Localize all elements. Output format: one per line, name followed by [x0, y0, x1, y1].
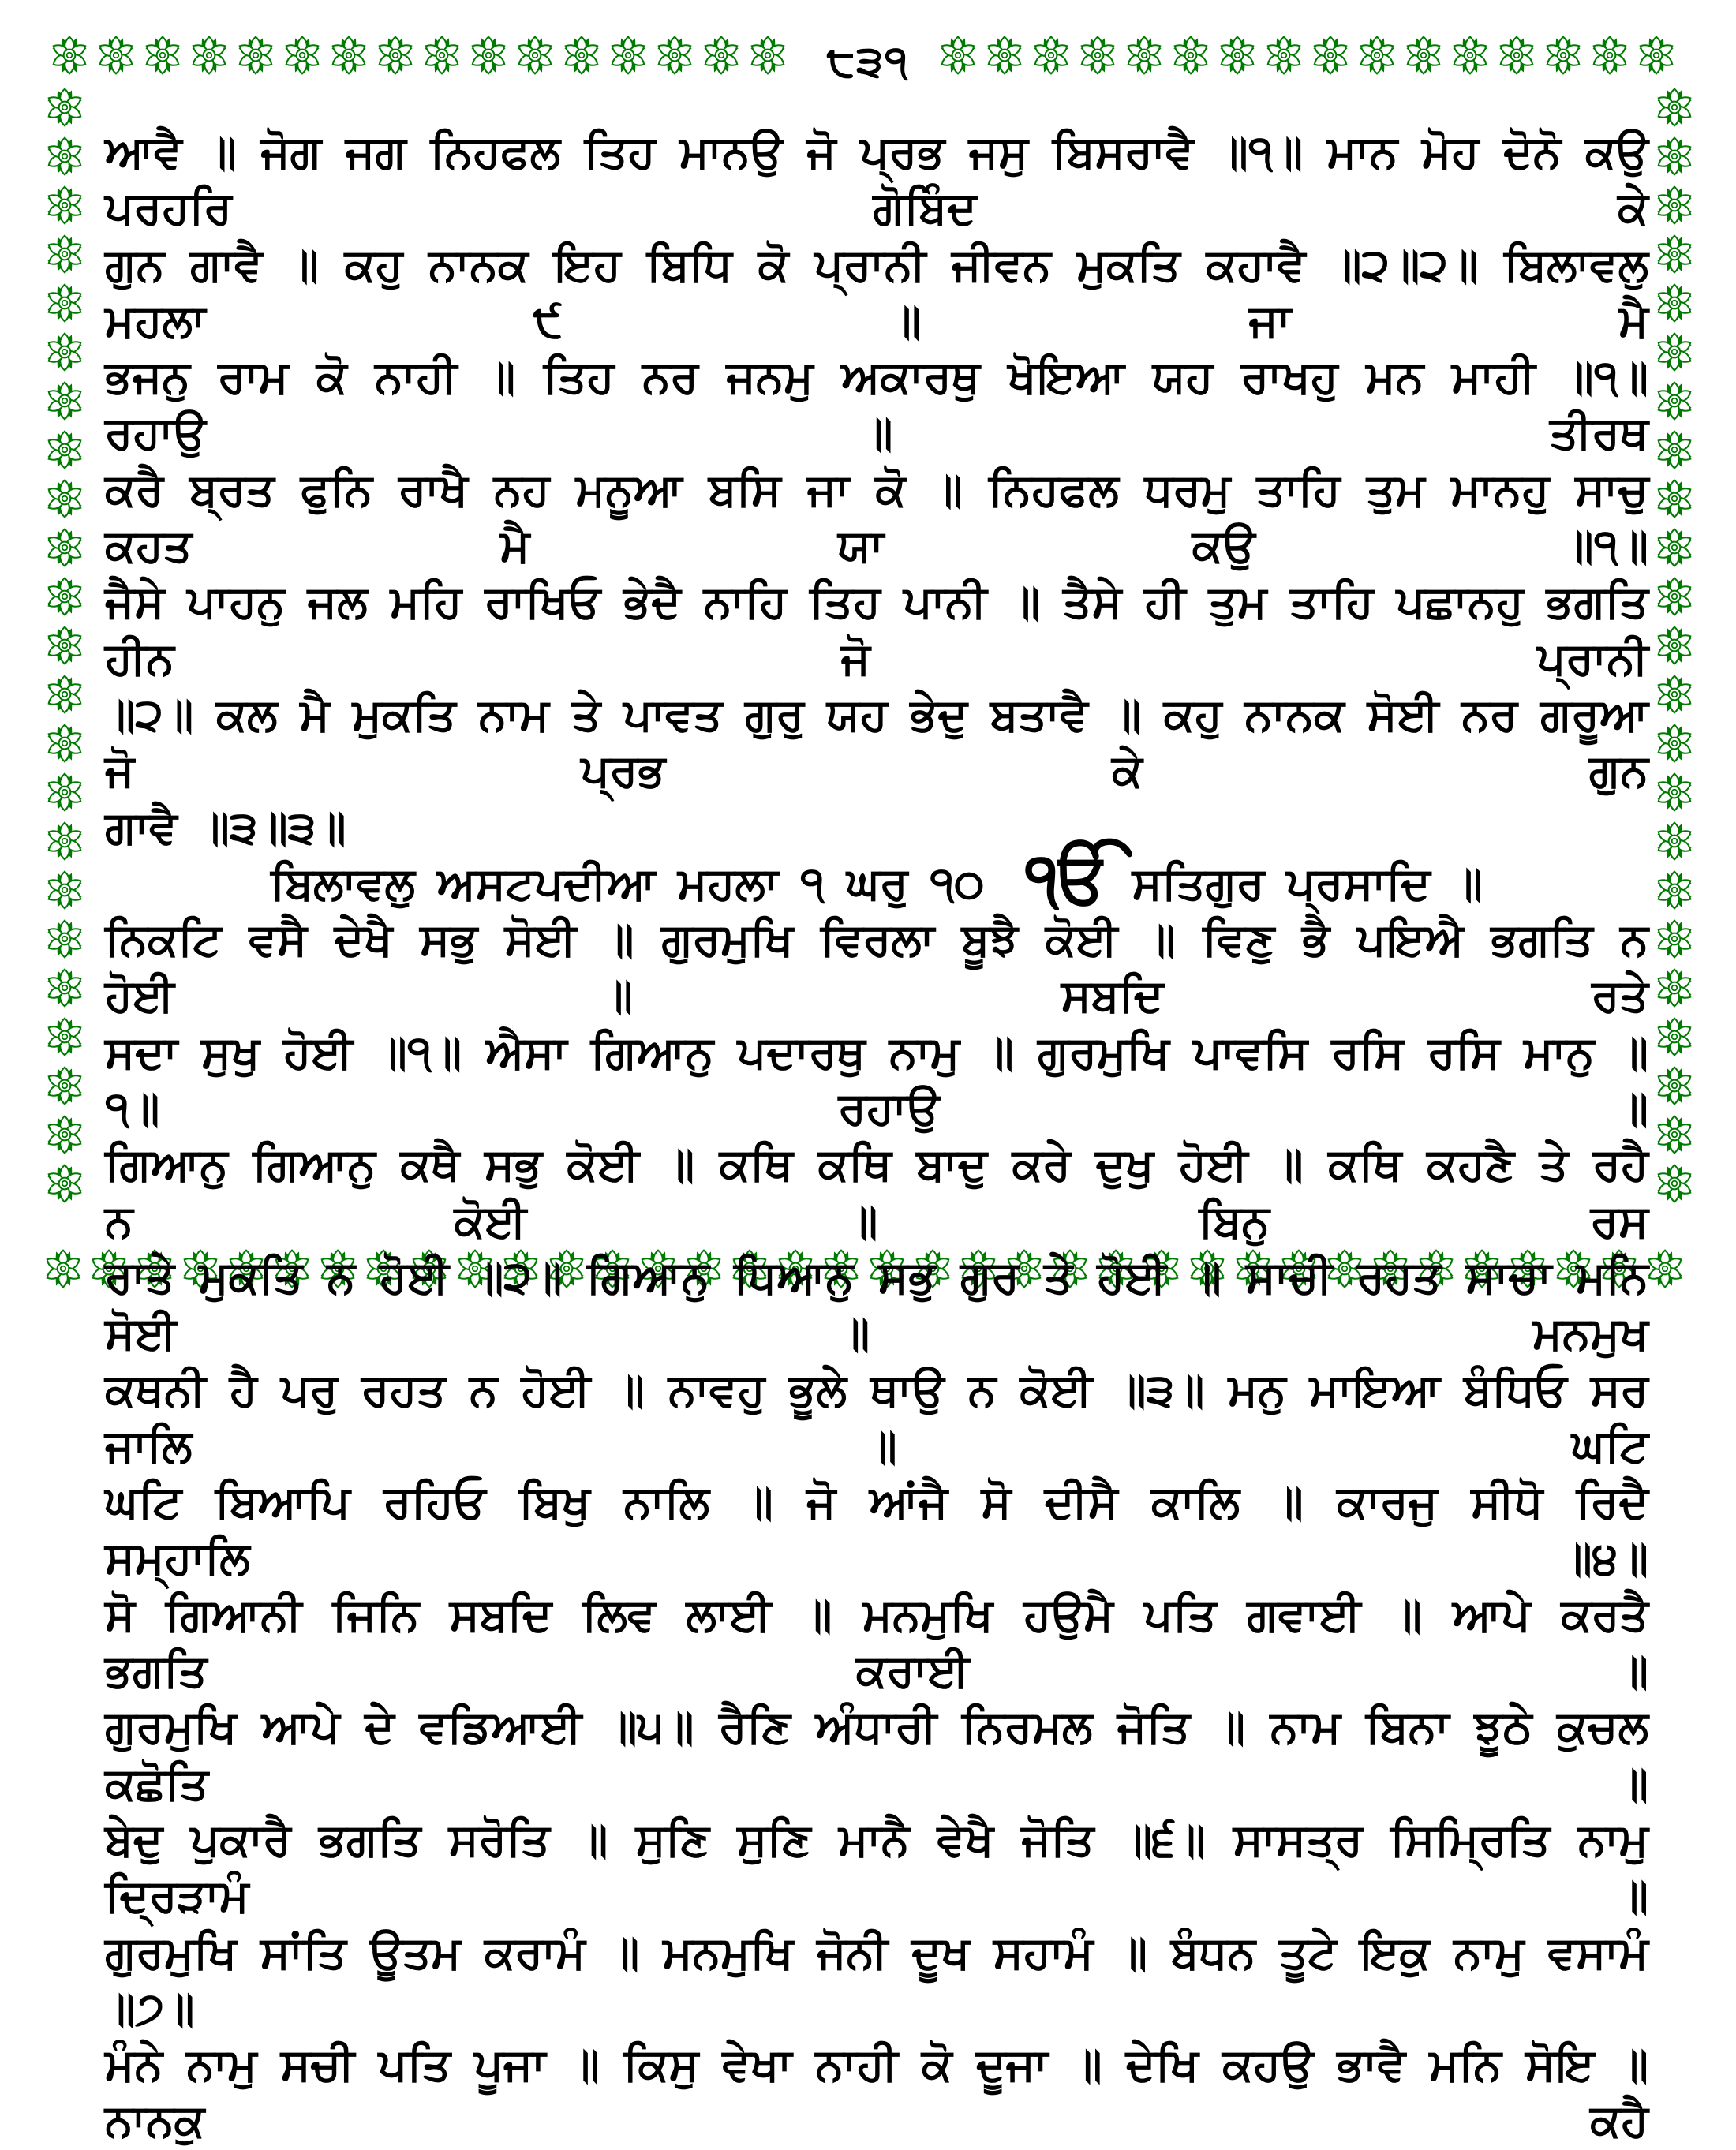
scripture-line-17: ਬੇਦੁ ਪੁਕਾਰੈ ਭਗਤਿ ਸਰੋਤਿ ॥ ਸੁਣਿ ਸੁਣਿ ਮਾਨੈ ਵੇਖੈ ਜੋਤਿ ॥੬॥ ਸਾਸਤ੍ਰ ਸਿਮ੍ਰਿਤਿ ਨਾਮੁ ਦ੍ਰਿੜਾਮੰ ॥ [105, 1813, 1648, 1923]
flower-ornament-icon [1654, 380, 1695, 421]
flower-ornament-icon [44, 869, 85, 910]
scripture-line-11: ਗਿਆਨੁ ਗਿਆਨੁ ਕਥੈ ਸਭੁ ਕੋਈ ॥ ਕਥਿ ਕਥਿ ਬਾਦੁ ਕਰੇ ਦੁਖੁ ਹੋਈ ॥ ਕਥਿ ਕਹਣੈ ਤੇ ਰਹੈ ਨ ਕੋਈ ॥ ਬਿਨੁ ਰਸ [105, 1139, 1648, 1247]
raag-title: ਬਿਲਾਵਲੁ ਅਸਟਪਦੀਆ ਮਹਲਾ ੧ ਘਰੁ ੧੦ [270, 857, 985, 910]
flower-ornament-icon [1654, 136, 1695, 177]
scripture-line-14: ਘਟਿ ਬਿਆਪਿ ਰਹਿਓ ਬਿਖੁ ਨਾਲਿ ॥ ਜੋ ਆਂਜੈ ਸੋ ਦੀਸੈ ਕਾਲਿ ॥ ਕਾਰਜੁ ਸੀਧੋ ਰਿਦੈ ਸਮ੍ਹਾਲਿ ॥੪॥ [105, 1476, 1648, 1585]
invocation-text: ਸਤਿਗੁਰ ਪ੍ਰਸਾਦਿ ॥ [1109, 857, 1483, 910]
scripture-line-15: ਸੋ ਗਿਆਨੀ ਜਿਨਿ ਸਬਦਿ ਲਿਵ ਲਾਈ ॥ ਮਨਮੁਖਿ ਹਉਮੈ ਪਤਿ ਗਵਾਈ ॥ ਆਪੇ ਕਰਤੈ ਭਗਤਿ ਕਰਾਈ ॥ [105, 1588, 1648, 1698]
scripture-line-2: ਗੁਨ ਗਾਵੈ ॥ ਕਹੁ ਨਾਨਕ ਇਹ ਬਿਧਿ ਕੋ ਪ੍ਰਾਨੀ ਜੀਵਨ ਮੁਕਤਿ ਕਹਾਵੈ ॥੨॥੨॥ ਬਿਲਾਵਲੁ ਮਹਲਾ ੯ ॥ ਜਾ ਮੈ [105, 238, 1648, 347]
flower-ornament-icon [1077, 35, 1118, 76]
flower-ornament-icon [937, 35, 978, 76]
flower-ornament-icon [1654, 821, 1695, 862]
flower-ornament-icon [561, 35, 602, 76]
flower-ornament-icon [49, 35, 90, 76]
flower-ornament-icon [43, 1248, 84, 1289]
flower-ornament-icon [654, 35, 695, 76]
flower-ornament-icon [44, 576, 85, 617]
flower-ornament-icon [1654, 234, 1695, 275]
flower-ornament-icon [44, 136, 85, 177]
flower-ornament-icon [1654, 576, 1695, 617]
flower-ornament-icon [1654, 967, 1695, 1008]
flower-ornament-icon [44, 967, 85, 1008]
flower-ornament-icon [44, 1065, 85, 1106]
scripture-text [105, 125, 1648, 2150]
flower-ornament-icon [44, 772, 85, 813]
flower-ornament-icon [1636, 35, 1677, 76]
flower-ornament-icon [984, 35, 1025, 76]
flower-ornament-icon [44, 1016, 85, 1057]
scripture-line-16: ਗੁਰਮੁਖਿ ਆਪੇ ਦੇ ਵਡਿਆਈ ॥੫॥ ਰੈਣਿ ਅੰਧਾਰੀ ਨਿਰਮਲ ਜੋਤਿ ॥ ਨਾਮ ਬਿਨਾ ਝੂਠੇ ਕੁਚਲ ਕਛੋਤਿ ॥ [105, 1701, 1648, 1810]
flower-ornament-icon [514, 35, 556, 76]
flower-ornament-icon [1654, 723, 1695, 764]
flower-ornament-icon [1654, 527, 1695, 568]
scripture-line-12: ਰਾਤੇ ਮੁਕਤਿ ਨ ਹੋਈ ॥੨॥ ਗਿਆਨੁ ਧਿਆਨੁ ਸਭੁ ਗੁਰ ਤੇ ਹੋਈ ॥ ਸਾਚੀ ਰਹਤ ਸਾਚਾ ਮਨਿ ਸੋਈ ॥ ਮਨਮੁਖ [105, 1251, 1648, 1360]
flower-ornament-icon [44, 380, 85, 421]
flower-ornament-icon [468, 35, 509, 76]
scripture-line-1: ਆਵੈ ॥ ਜੋਗ ਜਗ ਨਿਹਫਲ ਤਿਹ ਮਾਨਉ ਜੋ ਪ੍ਰਭ ਜਸੁ ਬਿਸਰਾਵੈ ॥੧॥ ਮਾਨ ਮੋਹ ਦੋਨੋ ਕਉ ਪਰਹਰਿ ਗੋਬਿੰਦ ਕੇ [105, 126, 1648, 235]
flower-ornament-icon [1403, 35, 1444, 76]
flower-ornament-icon [1356, 35, 1397, 76]
flower-ornament-icon [44, 282, 85, 323]
ik-onkar-symbol: ੴ [1025, 836, 1110, 918]
flower-ornament-icon [1654, 87, 1695, 128]
flower-ornament-icon [1654, 1016, 1695, 1057]
scripture-line-19: ਮੰਨੇ ਨਾਮੁ ਸਚੀ ਪਤਿ ਪੂਜਾ ॥ ਕਿਸੁ ਵੇਖਾ ਨਾਹੀ ਕੋ ਦੂਜਾ ॥ ਦੇਖਿ ਕਹਉ ਭਾਵੈ ਮਨਿ ਸੋਇ ॥ ਨਾਨਕੁ ਕਹੈ [105, 2039, 1648, 2148]
flower-ornament-icon [44, 1114, 85, 1155]
flower-ornament-icon [1654, 429, 1695, 470]
border-top-right [937, 35, 1677, 76]
flower-ornament-icon [1654, 282, 1695, 323]
flower-ornament-icon [1124, 35, 1165, 76]
flower-ornament-icon [421, 35, 462, 76]
flower-ornament-icon [44, 674, 85, 715]
border-top-left [49, 35, 788, 76]
flower-ornament-icon [44, 821, 85, 862]
flower-ornament-icon [608, 35, 649, 76]
border-right [1654, 87, 1695, 1204]
flower-ornament-icon [44, 87, 85, 128]
flower-ornament-icon [44, 1163, 85, 1204]
flower-ornament-icon [701, 35, 742, 76]
shabad-header-line [105, 836, 1648, 918]
flower-ornament-icon [1217, 35, 1258, 76]
flower-ornament-icon [1263, 35, 1304, 76]
flower-ornament-icon [1654, 478, 1695, 519]
page-number: ੮੩੧ [826, 36, 910, 86]
scripture-line-3: ਭਜਨੁ ਰਾਮ ਕੋ ਨਾਹੀ ॥ ਤਿਹ ਨਰ ਜਨਮੁ ਅਕਾਰਥੁ ਖੋਇਆ ਯਹ ਰਾਖਹੁ ਮਨ ਮਾਹੀ ॥੧॥ ਰਹਾਉ ॥ ਤੀਰਥ [105, 351, 1648, 460]
flower-ornament-icon [1589, 35, 1630, 76]
flower-ornament-icon [1496, 35, 1537, 76]
flower-ornament-icon [375, 35, 416, 76]
flower-ornament-icon [44, 234, 85, 275]
flower-ornament-icon [1654, 772, 1695, 813]
flower-ornament-icon [44, 625, 85, 666]
flower-ornament-icon [142, 35, 183, 76]
flower-ornament-icon [1543, 35, 1584, 76]
flower-ornament-icon [1170, 35, 1211, 76]
scripture-line-9: ਨਿਕਟਿ ਵਸੈ ਦੇਖੈ ਸਭੁ ਸੋਈ ॥ ਗੁਰਮੁਖਿ ਵਿਰਲਾ ਬੂਝੈ ਕੋਈ ॥ ਵਿਣੁ ਭੈ ਪਇਐ ਭਗਤਿ ਨ ਹੋਈ ॥ ਸਬਦਿ ਰਤੇ [105, 914, 1648, 1023]
flower-ornament-icon [95, 35, 137, 76]
flower-ornament-icon [1654, 185, 1695, 226]
flower-ornament-icon [1654, 1065, 1695, 1106]
flower-ornament-icon [235, 35, 276, 76]
flower-ornament-icon [1654, 625, 1695, 666]
flower-ornament-icon [282, 35, 323, 76]
flower-ornament-icon [1450, 35, 1491, 76]
scripture-line-13: ਕਥਨੀ ਹੈ ਪਰੁ ਰਹਤ ਨ ਹੋਈ ॥ ਨਾਵਹੁ ਭੂਲੇ ਥਾਉ ਨ ਕੋਈ ॥੩॥ ਮਨੁ ਮਾਇਆ ਬੰਧਿਓ ਸਰ ਜਾਲਿ ॥ ਘਟਿ [105, 1363, 1648, 1472]
scripture-line-4: ਕਰੈ ਬ੍ਰਤ ਫੁਨਿ ਰਾਖੈ ਨਹ ਮਨੂਆ ਬਸਿ ਜਾ ਕੋ ॥ ਨਿਹਫਲ ਧਰਮੁ ਤਾਹਿ ਤੁਮ ਮਾਨਹੁ ਸਾਚੁ ਕਹਤ ਮੈ ਯਾ ਕਉ ॥੧॥ [105, 463, 1648, 573]
flower-ornament-icon [44, 478, 85, 519]
flower-ornament-icon [1654, 331, 1695, 372]
flower-ornament-icon [1654, 918, 1695, 959]
scripture-line-7: ਗਾਵੈ ॥੩॥੩॥ [105, 801, 346, 854]
flower-ornament-icon [44, 185, 85, 226]
flower-ornament-icon [328, 35, 369, 76]
flower-ornament-icon [1310, 35, 1351, 76]
flower-ornament-icon [44, 723, 85, 764]
border-left [44, 87, 85, 1204]
flower-ornament-icon [1654, 674, 1695, 715]
scripture-line-18: ਗੁਰਮੁਖਿ ਸਾਂਤਿ ਊਤਮ ਕਰਾਮੰ ॥ ਮਨਮੁਖਿ ਜੋਨੀ ਦੂਖ ਸਹਾਮੰ ॥ ਬੰਧਨ ਤੂਟੇ ਇਕੁ ਨਾਮੁ ਵਸਾਮੰ ॥੭॥ [105, 1926, 1648, 2035]
scripture-line-6: ॥੨॥ ਕਲ ਮੈ ਮੁਕਤਿ ਨਾਮ ਤੇ ਪਾਵਤ ਗੁਰੁ ਯਹ ਭੇਦੁ ਬਤਾਵੈ ॥ ਕਹੁ ਨਾਨਕ ਸੋਈ ਨਰ ਗਰੂਆ ਜੋ ਪ੍ਰਭ ਕੇ ਗੁਨ [105, 688, 1648, 798]
flower-ornament-icon [1654, 869, 1695, 910]
flower-ornament-icon [44, 429, 85, 470]
flower-ornament-icon [189, 35, 230, 76]
flower-ornament-icon [1654, 1163, 1695, 1204]
flower-ornament-icon [1654, 1114, 1695, 1155]
flower-ornament-icon [44, 527, 85, 568]
flower-ornament-icon [44, 918, 85, 959]
flower-ornament-icon [1644, 1248, 1685, 1289]
scripture-line-5: ਜੈਸੇ ਪਾਹਨੁ ਜਲ ਮਹਿ ਰਾਖਿਓ ਭੇਦੈ ਨਾਹਿ ਤਿਹ ਪਾਨੀ ॥ ਤੈਸੇ ਹੀ ਤੁਮ ਤਾਹਿ ਪਛਾਨਹੁ ਭਗਤਿ ਹੀਨ ਜੋ ਪ੍ਰਾਨੀ [105, 576, 1649, 685]
flower-ornament-icon [747, 35, 788, 76]
flower-ornament-icon [44, 331, 85, 372]
flower-ornament-icon [1031, 35, 1072, 76]
scripture-line-10: ਸਦਾ ਸੁਖੁ ਹੋਈ ॥੧॥ ਐਸਾ ਗਿਆਨੁ ਪਦਾਰਥੁ ਨਾਮੁ ॥ ਗੁਰਮੁਖਿ ਪਾਵਸਿ ਰਸਿ ਰਸਿ ਮਾਨੁ ॥੧॥ ਰਹਾਉ ॥ [105, 1026, 1648, 1135]
